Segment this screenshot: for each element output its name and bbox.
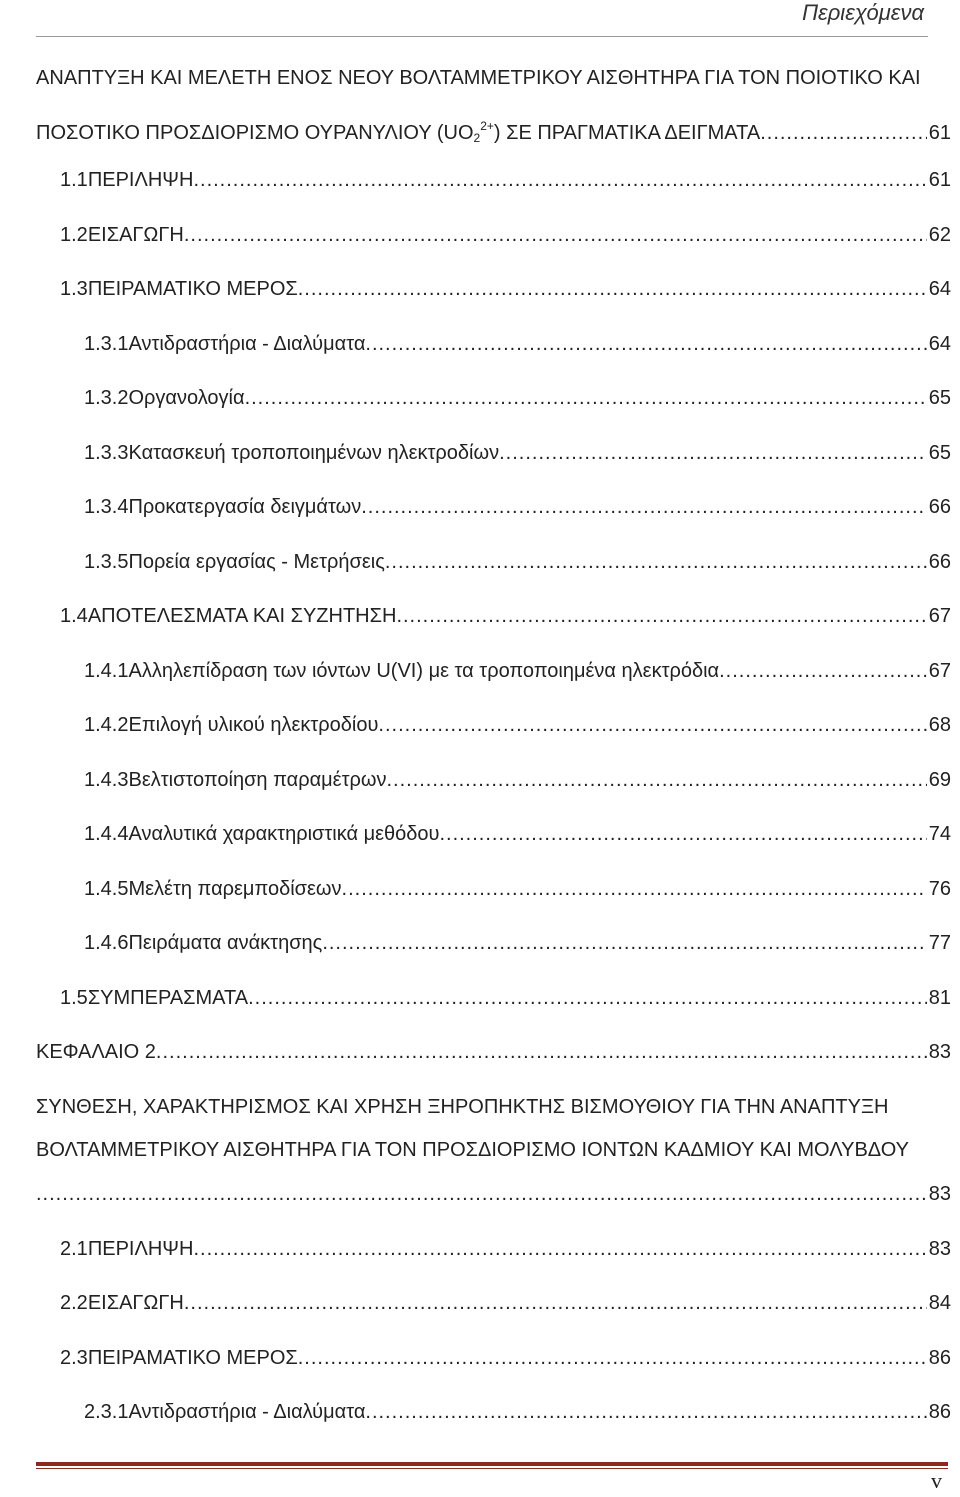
toc-page-number: 74 bbox=[928, 823, 951, 845]
toc-leader-dots bbox=[439, 820, 926, 848]
running-header-title: Περιεχόμενα bbox=[802, 0, 924, 25]
toc-entry[interactable] bbox=[84, 548, 951, 576]
toc-entry-label: Αντιδραστήρια - Διαλύματα bbox=[128, 333, 366, 355]
toc-page-number: 83 bbox=[928, 1238, 951, 1260]
toc-entry-number: 1.1 bbox=[60, 169, 88, 191]
toc-leader-dots bbox=[361, 493, 927, 521]
toc-chapter2-title-line1[interactable]: ΣΥΝΘΕΣΗ, ΧΑΡΑΚΤΗΡΙΣΜΟΣ ΚΑΙ ΧΡΗΣΗ ΞΗΡΟΠΗΚΤΗΣ ΒΙΣΜΟΥΘΙΟΥ ΓΙΑ ΤΗΝ ΑΝΑΠΤΥΞΗ bbox=[36, 1096, 889, 1118]
toc-leader-dots bbox=[298, 1344, 927, 1372]
toc-entry-number: 2.1 bbox=[60, 1238, 88, 1260]
toc-entry-number: 1.3 bbox=[60, 278, 88, 300]
toc-entry[interactable] bbox=[60, 984, 951, 1012]
toc-page-number: 64 bbox=[928, 333, 951, 355]
toc-leader-dots bbox=[184, 1289, 927, 1317]
toc-entry-number: 1.5 bbox=[60, 987, 88, 1009]
toc-entry-number: 1.4.2 bbox=[84, 714, 129, 736]
toc-page-number: 69 bbox=[928, 769, 951, 791]
toc-entry-label: ΠΕΙΡΑΜΑΤΙΚΟ ΜΕΡΟΣ bbox=[87, 1347, 298, 1369]
toc-leader-dots bbox=[245, 384, 927, 412]
toc-leader-dots bbox=[156, 1038, 927, 1066]
toc-entry-label: Βελτιστοποίηση παραμέτρων bbox=[128, 769, 387, 791]
toc-entry-number: 2.3.1 bbox=[84, 1401, 129, 1423]
toc-chapter2-title-leader[interactable] bbox=[36, 1180, 951, 1208]
toc-page-number: 67 bbox=[928, 605, 951, 627]
toc-entry-label: ΕΙΣΑΓΩΓΗ bbox=[87, 1292, 184, 1314]
toc-page-number: 77 bbox=[928, 932, 951, 954]
toc-entry[interactable] bbox=[84, 1398, 951, 1426]
toc-chapter1-title-line2-text bbox=[36, 112, 760, 152]
toc-entry-label: ΑΠΟΤΕΛΕΣΜΑΤΑ ΚΑΙ ΣΥΖΗΤΗΣΗ bbox=[87, 605, 397, 627]
toc-leader-dots bbox=[193, 1235, 926, 1263]
toc-leader-dots bbox=[365, 1398, 926, 1426]
toc-entry[interactable] bbox=[84, 875, 951, 903]
footer-page-number: v bbox=[931, 1468, 942, 1493]
toc-entry-label: ΠΕΡΙΛΗΨΗ bbox=[87, 1238, 194, 1260]
toc-chapter1-title-line2[interactable] bbox=[36, 112, 951, 145]
toc-entry-label: Αναλυτικά χαρακτηριστικά μεθόδου bbox=[128, 823, 440, 845]
toc-page-number: 62 bbox=[928, 224, 951, 246]
toc-entry-number: 1.4.1 bbox=[84, 660, 129, 682]
toc-entry[interactable] bbox=[84, 820, 951, 848]
toc-page-number: 83 bbox=[928, 1041, 951, 1063]
toc-leader-dots bbox=[386, 766, 926, 794]
toc-entry-label: ΠΕΙΡΑΜΑΤΙΚΟ ΜΕΡΟΣ bbox=[87, 278, 298, 300]
toc-entry-label: Οργανολογία bbox=[128, 387, 245, 409]
toc-entry-label: Κατασκευή τροποποιημένων ηλεκτροδίων bbox=[128, 442, 500, 464]
toc-entry-number: 1.3.4 bbox=[84, 496, 129, 518]
toc-page-number: 65 bbox=[928, 387, 951, 409]
toc-page-number: 86 bbox=[928, 1347, 951, 1369]
toc-chapter1-title-part-b: ) ΣΕ ΠΡΑΓΜΑΤΙΚΑ ΔΕΙΓΜΑΤΑ bbox=[493, 122, 761, 144]
toc-entry[interactable] bbox=[84, 439, 951, 467]
toc-chapter1-title-line1[interactable]: ΑΝΑΠΤΥΞΗ ΚΑΙ ΜΕΛΕΤΗ ΕΝΟΣ ΝΕΟΥ ΒΟΛΤΑΜΜΕΤΡΙΚΟΥ ΑΙΣΘΗΤΗΡΑ ΓΙΑ ΤΟΝ ΠΟΙΟΤΙΚΟ ΚΑΙ bbox=[36, 67, 921, 89]
toc-page-number: 64 bbox=[928, 278, 951, 300]
toc-entry[interactable] bbox=[60, 602, 951, 630]
toc-leader-dots bbox=[298, 275, 927, 303]
toc-entry-number: 2.2 bbox=[60, 1292, 88, 1314]
header-divider bbox=[36, 36, 928, 37]
toc-entry-number: 1.4.5 bbox=[84, 878, 129, 900]
toc-entry[interactable] bbox=[84, 384, 951, 412]
toc-entry-number: 1.4 bbox=[60, 605, 88, 627]
toc-page-number: 61 bbox=[928, 169, 951, 191]
toc-page-number: 66 bbox=[928, 551, 951, 573]
toc-leader-dots bbox=[248, 984, 927, 1012]
toc-leader-dots bbox=[342, 875, 927, 903]
toc-entry[interactable] bbox=[84, 330, 951, 358]
toc-entry[interactable] bbox=[84, 766, 951, 794]
toc-chapter1-title-part-a: ΠΟΣΟΤΙΚΟ ΠΡΟΣΔΙΟΡΙΣΜΟ ΟΥΡΑΝΥΛΙΟΥ (UO bbox=[36, 122, 474, 144]
toc-entry-label: Επιλογή υλικού ηλεκτροδίου bbox=[128, 714, 379, 736]
toc-entry-number: 1.3.5 bbox=[84, 551, 129, 573]
toc-page-number: 65 bbox=[928, 442, 951, 464]
toc-leader-dots bbox=[193, 166, 926, 194]
toc-entry[interactable] bbox=[60, 1235, 951, 1263]
toc-entry[interactable] bbox=[84, 657, 951, 685]
toc-leader-dots bbox=[499, 439, 927, 467]
toc-entry[interactable] bbox=[60, 1344, 951, 1372]
toc-page-number: 83 bbox=[928, 1183, 951, 1205]
toc-leader-dots bbox=[184, 221, 927, 249]
toc-page-number: 86 bbox=[928, 1401, 951, 1423]
toc-entry[interactable] bbox=[84, 929, 951, 957]
toc-entry-number: 1.3.1 bbox=[84, 333, 129, 355]
toc-entry-label: Αντιδραστήρια - Διαλύματα bbox=[128, 1401, 366, 1423]
toc-entry-number: 1.2 bbox=[60, 224, 88, 246]
toc-entry[interactable] bbox=[60, 221, 951, 249]
toc-entry-number: 1.3.2 bbox=[84, 387, 129, 409]
toc-chapter1-title-subscript: 2 bbox=[473, 131, 481, 145]
toc-page-number: 68 bbox=[928, 714, 951, 736]
toc-entry-label: Πειράματα ανάκτησης bbox=[128, 932, 323, 954]
toc-leader-dots bbox=[385, 548, 927, 576]
toc-chapter1-title-superscript: 2+ bbox=[480, 119, 494, 133]
toc-leader-dots bbox=[760, 119, 927, 147]
toc-page-number: 66 bbox=[928, 496, 951, 518]
toc-entry-label: Αλληλεπίδραση των ιόντων U(VI) με τα τροποποιημένα ηλεκτρόδια bbox=[128, 660, 720, 682]
toc-page-number: 81 bbox=[928, 987, 951, 1009]
footer-rule-thin bbox=[36, 1468, 948, 1469]
toc-chapter-label: ΚΕΦΑΛΑΙΟ 2 bbox=[36, 1041, 156, 1063]
toc-entry[interactable] bbox=[60, 275, 951, 303]
toc-leader-dots bbox=[36, 1180, 927, 1208]
toc-entry-number: 1.4.3 bbox=[84, 769, 129, 791]
toc-entry-number: 1.4.4 bbox=[84, 823, 129, 845]
toc-entry-number: 2.3 bbox=[60, 1347, 88, 1369]
toc-leader-dots bbox=[365, 330, 926, 358]
toc-leader-dots bbox=[322, 929, 926, 957]
toc-entry-number: 1.3.3 bbox=[84, 442, 129, 464]
toc-page-number: 67 bbox=[928, 660, 951, 682]
toc-entry-label: ΠΕΡΙΛΗΨΗ bbox=[87, 169, 194, 191]
toc-chapter2-title-line2[interactable]: ΒΟΛΤΑΜΜΕΤΡΙΚΟΥ ΑΙΣΘΗΤΗΡΑ ΓΙΑ ΤΟΝ ΠΡΟΣΔΙΟΡΙΣΜΟ ΙΟΝΤΩΝ ΚΑΔΜΙΟΥ ΚΑΙ ΜΟΛΥΒΔΟΥ bbox=[36, 1139, 909, 1161]
toc-entry-label: ΣΥΜΠΕΡΑΣΜΑΤΑ bbox=[87, 987, 249, 1009]
toc-leader-dots bbox=[719, 657, 927, 685]
toc-entry[interactable] bbox=[60, 1289, 951, 1317]
toc-entry-label: Μελέτη παρεμποδίσεων bbox=[128, 878, 342, 900]
toc-page-number: 61 bbox=[928, 122, 951, 144]
toc-page-number: 76 bbox=[928, 878, 951, 900]
toc-entry-label: Πορεία εργασίας - Μετρήσεις bbox=[128, 551, 385, 573]
toc-chapter2-heading[interactable] bbox=[36, 1038, 951, 1066]
toc-entry-label: Προκατεργασία δειγμάτων bbox=[128, 496, 362, 518]
toc-entry[interactable] bbox=[60, 166, 951, 194]
toc-leader-dots bbox=[396, 602, 926, 630]
toc-leader-dots bbox=[378, 711, 926, 739]
toc-entry[interactable] bbox=[84, 493, 951, 521]
toc-entry[interactable] bbox=[84, 711, 951, 739]
toc-entry-number: 1.4.6 bbox=[84, 932, 129, 954]
toc-entry-label: ΕΙΣΑΓΩΓΗ bbox=[87, 224, 184, 246]
footer-rule bbox=[36, 1462, 948, 1466]
toc-page-number: 84 bbox=[928, 1292, 951, 1314]
